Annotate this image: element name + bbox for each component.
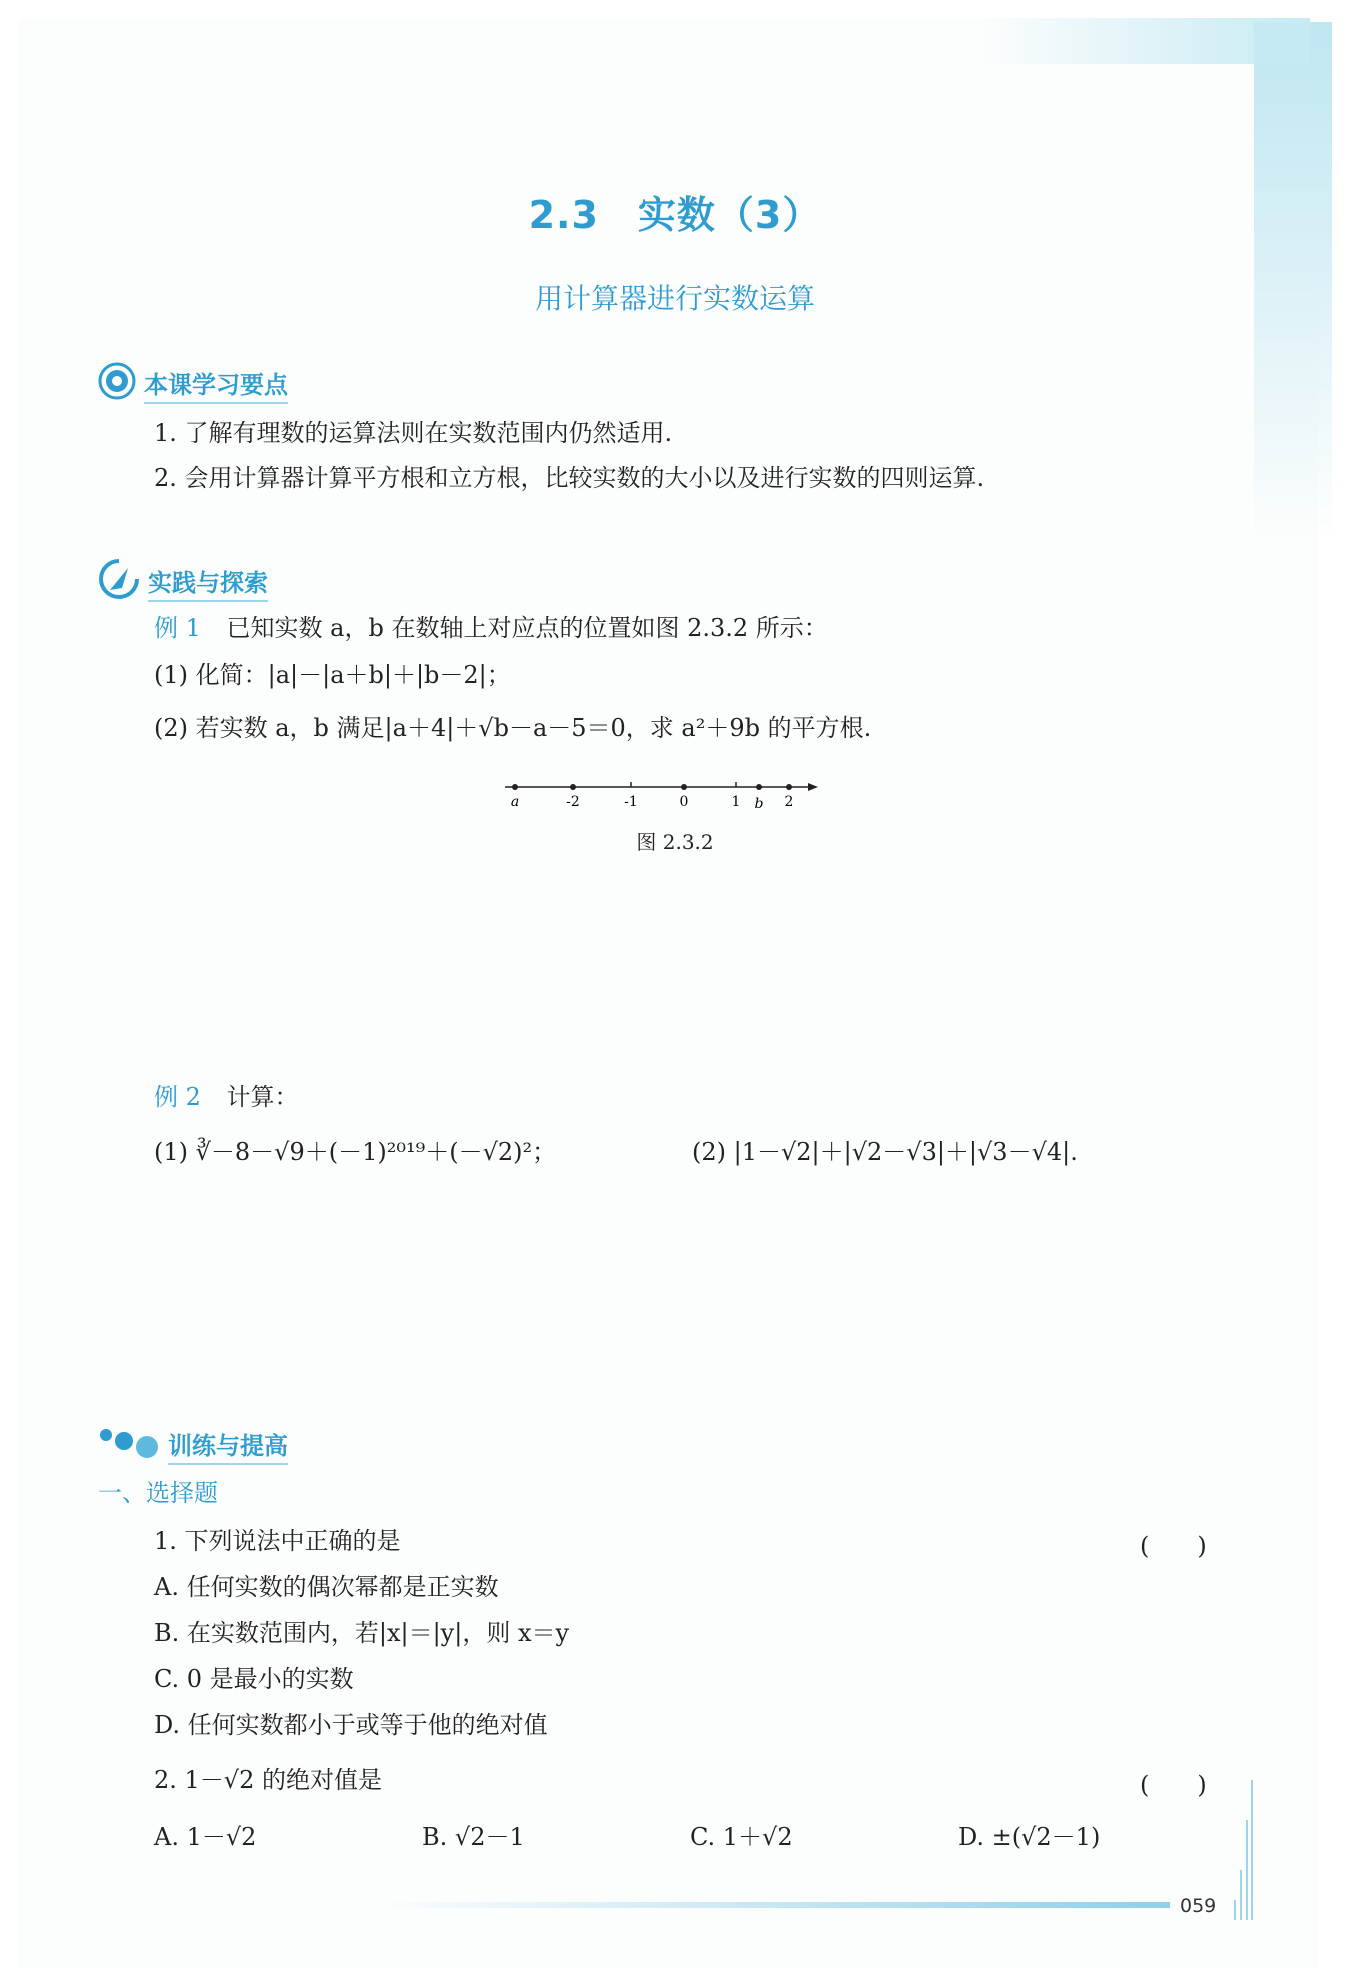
example1-label: 例 1: [154, 614, 201, 642]
part-heading: 一、选择题: [98, 1479, 218, 1507]
example2-line: [154, 1082, 299, 1112]
option-d: D. ±(√2－1): [958, 1823, 1101, 1851]
key-point-2: 2. 会用计算器计算平方根和立方根，比较实数的大小以及进行实数的四则运算.: [154, 464, 985, 492]
example2-q1: (1) ∛－8－√9＋(－1)²⁰¹⁹＋(－√2)²；: [154, 1138, 557, 1166]
tick-label: 2: [784, 794, 794, 810]
option-a: A. 1－√2: [154, 1823, 257, 1851]
example2-label: 例 2: [154, 1083, 201, 1111]
target-icon: [98, 362, 136, 406]
example2-q2: (2) |1－√2|＋|√2－√3|＋|√3－√4|.: [692, 1138, 1078, 1166]
page-title: 2.3 实数（3）: [528, 193, 822, 237]
tick-label: a: [510, 794, 520, 810]
page-subtitle: 用计算器进行实数运算: [534, 282, 815, 315]
question1-stem: 1. 下列说法中正确的是: [154, 1527, 401, 1555]
answer-bracket: ( ): [1140, 1771, 1207, 1799]
option-a: A. 任何实数的偶次幂都是正实数: [154, 1573, 499, 1601]
example2-text: 计算：: [226, 1083, 299, 1111]
decorative-vertical-lines: [1232, 1780, 1254, 1920]
question2-stem: 2. 1－√2 的绝对值是: [154, 1766, 382, 1794]
figure-caption: 图 2.3.2: [636, 830, 714, 854]
footer-band: [380, 1902, 1170, 1908]
tick-label: 1: [731, 794, 741, 810]
section-heading: 训练与提高: [168, 1426, 288, 1465]
tick-label: -1: [624, 794, 638, 810]
option-b: B. 在实数范围内，若|x|＝|y|，则 x＝y: [154, 1619, 570, 1647]
section-training: [98, 1423, 288, 1467]
number-line-figure: [500, 773, 820, 813]
option-c: C. 1＋√2: [690, 1823, 793, 1851]
tick-label: b: [754, 796, 764, 812]
section-heading: 实践与探索: [148, 563, 268, 602]
key-point-1: 1. 了解有理数的运算法则在实数范围内仍然适用.: [154, 419, 673, 447]
example1-q1: (1) 化简：|a|－|a＋b|＋|b－2|；: [154, 661, 511, 689]
dots-icon: [98, 1423, 160, 1467]
example1-line: [154, 613, 828, 643]
tick-label: 0: [679, 794, 689, 810]
option-d: D. 任何实数都小于或等于他的绝对值: [154, 1711, 548, 1739]
example1-text: 已知实数 a，b 在数轴上对应点的位置如图 2.3.2 所示：: [226, 614, 828, 642]
section-key-points: [98, 362, 288, 406]
option-b: B. √2－1: [422, 1823, 525, 1851]
section-heading: 本课学习要点: [144, 365, 288, 404]
decorative-top-band: [980, 18, 1310, 64]
rocket-icon: [98, 558, 140, 606]
section-practice: [98, 558, 268, 606]
option-c: C. 0 是最小的实数: [154, 1665, 354, 1693]
page-number: 059: [1180, 1895, 1217, 1917]
tick-label: -2: [566, 794, 580, 810]
answer-bracket: ( ): [1140, 1532, 1207, 1560]
example1-q2: (2) 若实数 a，b 满足|a＋4|＋√b－a－5＝0，求 a²＋9b 的平方根.: [154, 714, 872, 742]
